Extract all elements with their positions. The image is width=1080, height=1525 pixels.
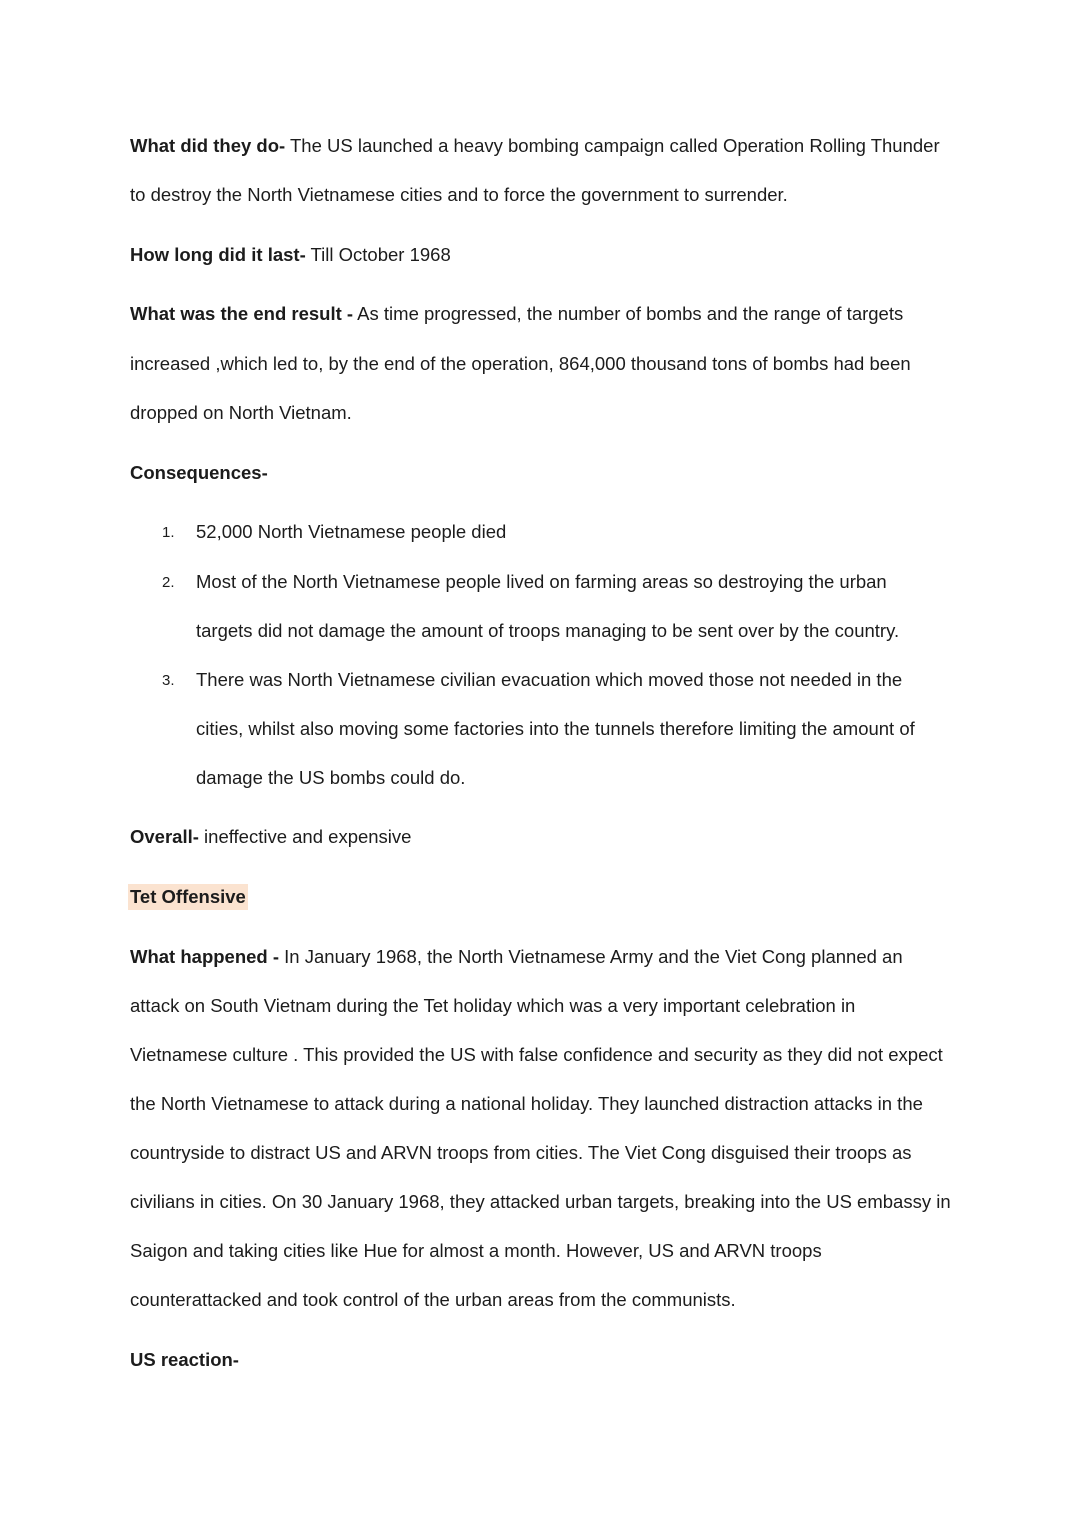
list-item-number: 2. (162, 574, 175, 591)
what-happened-line-8: counterattacked and took control of the urban areas from the communists. (130, 1289, 736, 1310)
what-happened-text: In January 1968, the North Vietnamese Army and the Viet Cong planned an (279, 946, 903, 967)
overall-label: Overall- (130, 826, 199, 847)
end-result-label: What was the end result - (130, 303, 354, 324)
list-item-text: There was North Vietnamese civilian evacuation which moved those not needed in the (196, 669, 903, 690)
us-reaction-heading: US reaction- (130, 1349, 239, 1370)
how-long-label: How long did it last- (130, 244, 306, 265)
how-long-line (130, 243, 451, 267)
tet-offensive-heading (130, 885, 248, 909)
what-did-they-do-line-2: to destroy the North Vietnamese cities and to force the government to surrender. (130, 184, 788, 205)
end-result-line-1 (130, 302, 903, 326)
list-item-text: 52,000 North Vietnamese people died (196, 521, 507, 542)
list-item-number: 3. (162, 672, 175, 689)
what-happened-line-5: countryside to distract US and ARVN troops from cities. The Viet Cong disguised their troops as (130, 1142, 912, 1163)
what-did-they-do-line-1 (130, 134, 940, 158)
end-result-line-2: increased ,which led to, by the end of the operation, 864,000 thousand tons of bombs had been (130, 353, 911, 374)
what-happened-line-4: the North Vietnamese to attack during a national holiday. They launched distraction attacks in the (130, 1093, 923, 1114)
what-happened-line-1 (130, 945, 903, 969)
list-item-text: cities, whilst also moving some factories into the tunnels therefore limiting the amount of (196, 718, 915, 739)
end-result-line-3: dropped on North Vietnam. (130, 402, 352, 423)
what-did-they-do-text: The US launched a heavy bombing campaign called Operation Rolling Thunder (285, 135, 940, 156)
list-item-text: damage the US bombs could do. (196, 767, 466, 788)
what-happened-line-3: Vietnamese culture . This provided the US with false confidence and security as they did not expect (130, 1044, 943, 1065)
what-happened-line-2: attack on South Vietnam during the Tet holiday which was a very important celebration in (130, 995, 856, 1016)
end-result-text: As time progressed, the number of bombs and the range of targets (353, 303, 904, 324)
how-long-text: Till October 1968 (305, 244, 451, 265)
what-happened-label: What happened - (130, 946, 280, 967)
list-item-text: targets did not damage the amount of troops managing to be sent over by the country. (196, 620, 900, 641)
consequences-heading: Consequences- (130, 462, 268, 483)
list-item-number: 1. (162, 524, 175, 541)
tet-offensive-title: Tet Offensive (128, 884, 248, 910)
overall-line (130, 825, 411, 849)
what-did-they-do-label: What did they do- (130, 135, 286, 156)
list-item-text: Most of the North Vietnamese people lived on farming areas so destroying the urban (196, 571, 887, 592)
overall-text: ineffective and expensive (198, 826, 412, 847)
what-happened-line-6: civilians in cities. On 30 January 1968, they attacked urban targets, breaking into the US embassy in (130, 1191, 951, 1212)
what-happened-line-7: Saigon and taking cities like Hue for almost a month. However, US and ARVN troops (130, 1240, 822, 1261)
